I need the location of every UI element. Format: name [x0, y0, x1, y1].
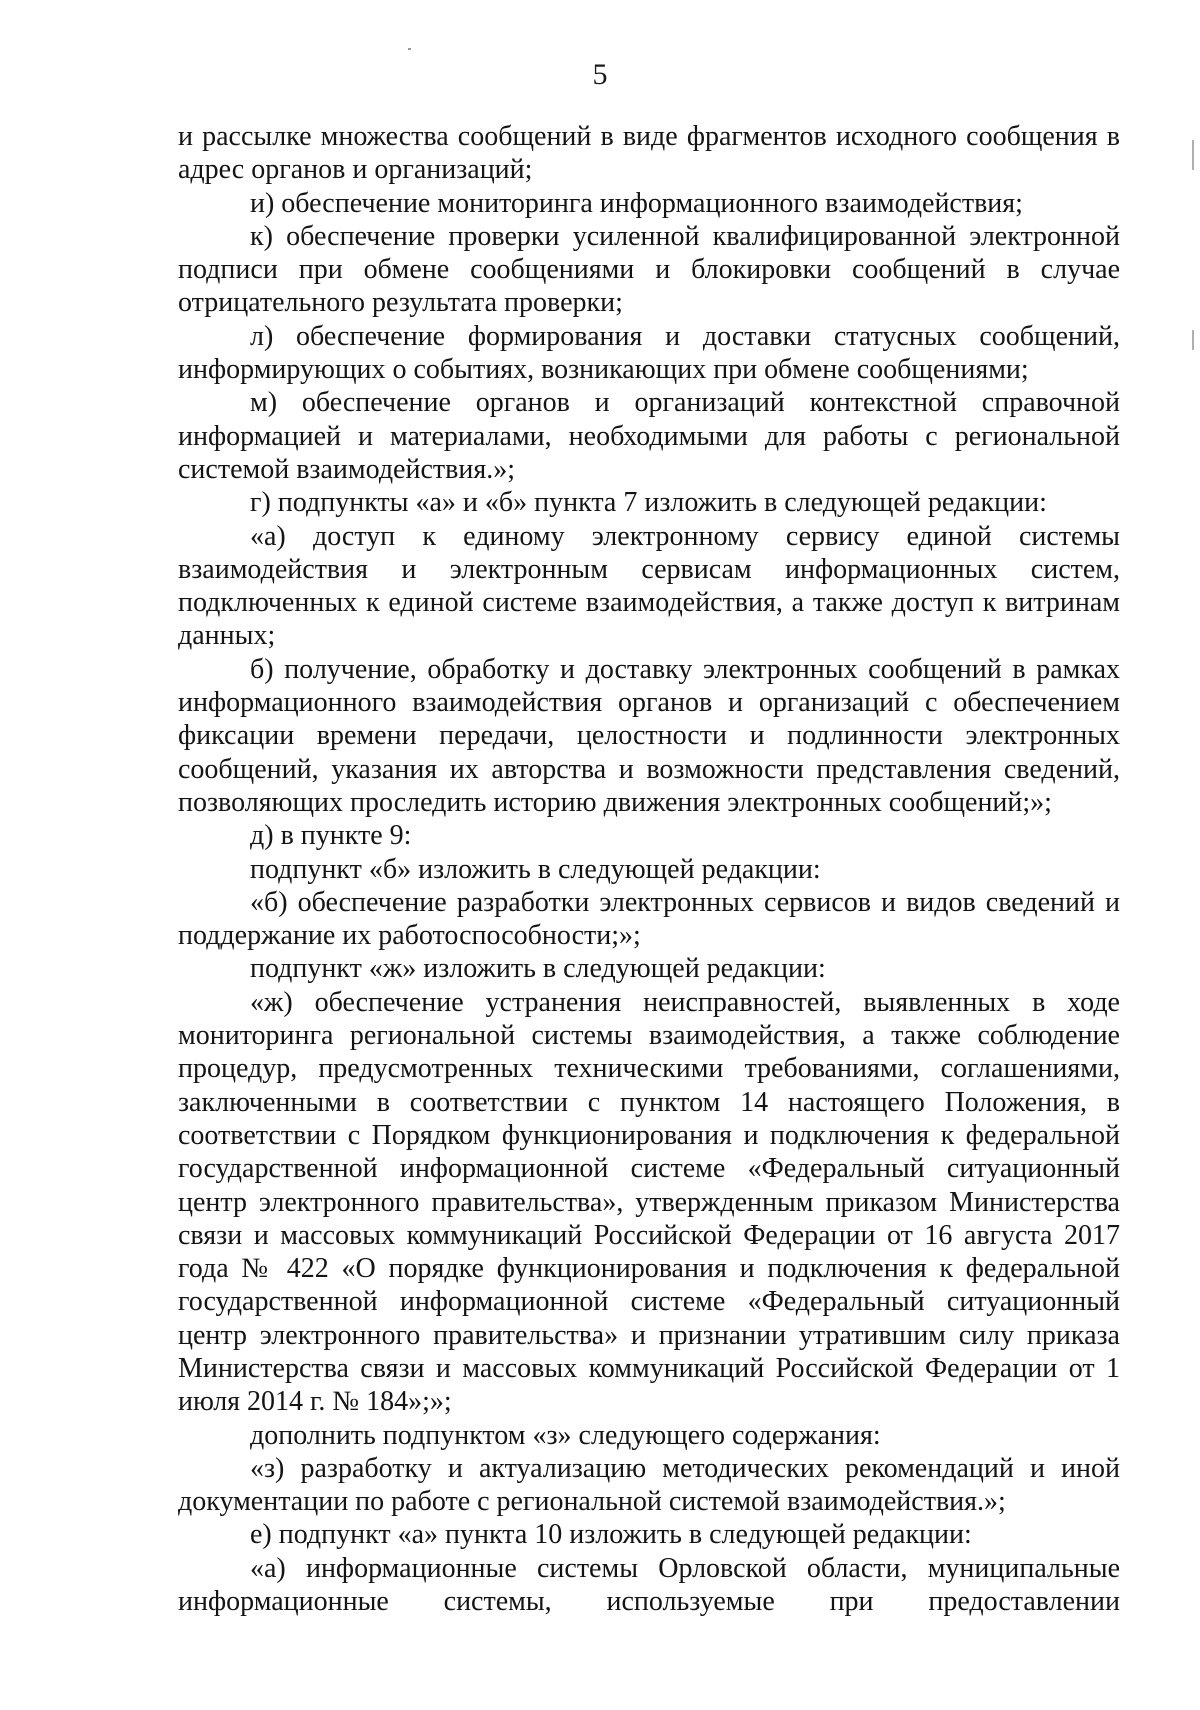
- document-body: [178, 120, 1120, 1618]
- paragraph-item-i: и) обеспечение мониторинга информационного взаимодействия;: [250, 187, 1023, 219]
- paragraph-instruction-z: дополнить подпунктом «з» следующего содержания:: [250, 1419, 881, 1451]
- page-number: 5: [592, 58, 608, 91]
- paragraph-item-k: к) обеспечение проверки усиленной квалифицированной электронной подписи при обмене сообщениями и блокировки сообщений в случае отрицательного результата проверки;: [178, 220, 1120, 319]
- paragraph-quote-a-10: «а) информационные системы Орловской области, муниципальные информационные системы, используемые при предоставлении: [178, 1552, 1120, 1618]
- paragraph-subitem-b: б) получение, обработку и доставку электронных сообщений в рамках информационного взаимодействия органов и организаций с обеспечением фиксации времени передачи, целостности и подлинности электронных сообщений, указания их авторства и возможности представления сведений, позволяющих проследить историю движения электронных сообщений;»;: [178, 653, 1120, 818]
- scan-edge-mark: [1192, 140, 1194, 170]
- paragraph-item-g: г) подпункты «а» и «б» пункта 7 изложить в следующей редакции:: [250, 487, 1047, 519]
- paragraph-item-m: м) обеспечение органов и организаций контекстной справочной информацией и материалами, необходимыми для работы с региональной системой взаимодействия.»;: [178, 387, 1120, 485]
- paragraph-continuation: и рассылке множества сообщений в виде фрагментов исходного сообщения в адрес органов и организаций;: [178, 121, 1120, 186]
- paragraph-subitem-a: «а) доступ к единому электронному сервису единой системы взаимодействия и электронным сервисам информационных систем, подключенных к единой системе взаимодействия, а также доступ к витринам данных;: [178, 520, 1120, 652]
- paragraph-quote-zh: «ж) обеспечение устранения неисправностей, выявленных в ходе мониторинга региональной системы взаимодействия, а также соблюдение процедур, предусмотренных техническими требованиями, соглашениями, заключенными в соответствии с пунктом 14 настоящего Положения, в соответствии с Порядком функционирования и подключения к федеральной государственной информационной системе «Федеральный ситуационный центр электронного правительства», утвержденным приказом Министерства связи и массовых коммуникаций Российской Федерации от 16 августа 2017 года № 422 «О порядке функционирования и подключения к федеральной государственной информационной системе «Федеральный ситуационный центр электронного правительства» и признании утратившим силу приказа Министерства связи и массовых коммуникаций Российской Федерации от 1 июля 2014 г. № 184»;»;: [178, 986, 1120, 1418]
- scan-edge-mark: [1192, 330, 1194, 350]
- paragraph-quote-b: «б) обеспечение разработки электронных сервисов и видов сведений и поддержание их работоспособности;»;: [178, 886, 1120, 952]
- paragraph-item-d: д) в пункте 9:: [250, 820, 412, 852]
- scan-speck: [408, 48, 411, 50]
- paragraph-item-e: е) подпункт «а» пункта 10 изложить в следующей редакции:: [250, 1519, 972, 1551]
- paragraph-item-l: л) обеспечение формирования и доставки статусных сообщений, информирующих о событиях, возникающих при обмене сообщениями;: [178, 320, 1120, 386]
- paragraph-quote-z: «з) разработку и актуализацию методических рекомендаций и иной документации по работе с региональной системой взаимодействия.»;: [178, 1452, 1120, 1518]
- paragraph-instruction-b: подпункт «б» изложить в следующей редакции:: [250, 853, 821, 885]
- paragraph-instruction-zh: подпункт «ж» изложить в следующей редакции:: [250, 953, 826, 985]
